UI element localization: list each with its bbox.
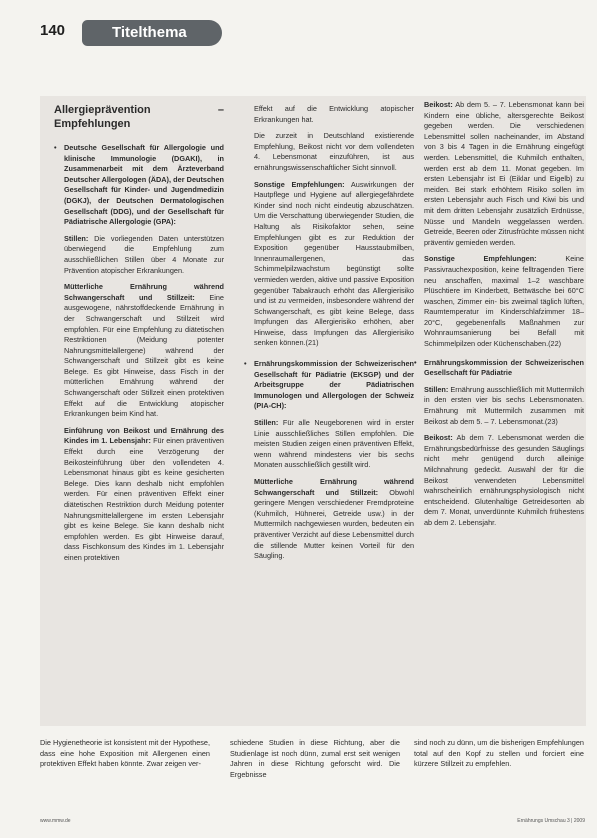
paragraph: Stillen: Die vorliegenden Daten unterstützen überwiegend die Empfehlung zum ausschließlichen Stillen über 4 Monate zur Prävention atopischer Erkrankungen. — [64, 233, 224, 275]
paragraph: Mütterliche Ernährung während Schwangerschaft und Stillzeit: Eine ausgewogene, nährstoffdeckende Ernährung in der Schwangerschaft und Stillzeit wird empfohlen. Für eine Empfehlung zu diätetischen Restriktionen (Meidung potenter Nahrungsmittelallergene) während der Schwangerschaft und Stillzeit gibt es keine Belege. Es gibt Hinweise, dass Fisch in der mütterlichen Ernährung während der Schwangerschaft oder Stillzeit einen protektiven Effekt auf die Entwicklung atopischer Erkrankungen beim Kind hat. — [64, 282, 224, 419]
org-heading: • Deutsche Gesellschaft für Allergologie und klinische Immunologie (DGAKI), in Zusammenarbeit mit dem Ärzteverband Deutscher Allergologen (ÄDA), der Deutschen Gesellschaft für Kinder- und Jugendmedizin (DGKJ), der Deutschen Dermatologischen Gesellschaft (DDG), und der Gesellschaft für Pädiatrische Allergologie (GPA): — [54, 143, 224, 227]
info-box — [40, 96, 586, 726]
paragraph: Die zurzeit in Deutschland existierende Empfehlung, Beikost nicht vor dem vollendeten 4. Lebensmonat einzuführen, ist aus ernährungswissenschaftlicher Sicht sinnvoll. — [254, 131, 414, 172]
bullet-icon: • — [414, 357, 417, 367]
body-column-2: schiedene Studien in diese Richtung, aber die Studienlage ist noch dünn, zumal erst seit wenigen Jahren in diese Richtung geforscht wird. Die Ergebnisse — [230, 738, 400, 779]
paragraph: Effekt auf die Entwicklung atopischer Erkrankungen hat. — [254, 104, 414, 124]
bullet-icon: • — [54, 143, 57, 152]
section-tab: Titelthema — [82, 20, 222, 46]
paragraph: Beikost: Ab dem 7. Lebensmonat werden die Ernährungsbedürfnisse des gesunden Säuglings nicht mehr genügend durch alleinige Milchnahrung gedeckt. Auswahl der für die Beikost verwendeten Lebensmittel wahrscheinlich ernährungsphysiologisch nicht entscheidend. Glutenhaltige Getreidesorten ab dem 7. Monat, unverdünnte Kuhmilch frühestens ab dem 2. Lebensjahr. — [424, 433, 585, 527]
page-number: 140 — [40, 22, 66, 39]
box-column-2 — [244, 104, 414, 568]
paragraph: Einführung von Beikost und Ernährung des Kindes im 1. Lebensjahr: Für einen präventiven Effekt durch eine Verzögerung der Beikosteinführung über den vollendeten 4. Lebensmonat hinaus gibt es keine gesicherten Belege. Dies kann deshalb nicht empfohlen werden. Für einen präventiven Effekt einer diätetischen Restriktion durch Meidung potenter Nahrungsmittelallergene im ersten Lebensjahr gibt es keine Belege. Sie kann deshalb nicht empfohlen werden. Es gibt Hinweise darauf, dass Fischkonsum des Kindes im 1. Lebensjahr einen protektiven — [64, 425, 224, 562]
paragraph: Mütterliche Ernährung während Schwangerschaft und Stillzeit: Obwohl geringere Mengen verschiedener Fremdproteine (Kuhmilch, Hühnerei, Getreide usw.) in der Muttermilch nachgewiesen wurden, bedeuten ein präventiver Verzicht auf diese Lebensmittel durch die stillende Mutter keinen Vorteil für den Säugling. — [254, 477, 415, 561]
box-column-3 — [414, 100, 584, 535]
paragraph: Sonstige Empfehlungen: Auswirkungen der Hautpflege und Hygiene auf allergiegefährdete Kinder sind noch nicht eindeutig abzuschätzen. Um die Verschattung überwiegender Studien, die Haltung als Risikofaktor sehen, seine Empfehlungen gibt es zur Reduktion der Exposition gegenüber Hausstaubmilben, Innenraumallergenen, das Schimmelpilzwachstum begünstigt sollte vermieden werden, aktive und passive Exposition gegenüber Tabakrauch erhöht das Allergierisiko und ist zu vermeiden, insbesondere während der Schwangerschaft, es gibt keine Belege, dass Impfungen das Allergierisiko erhöhen, aber Hinweise, dass Impfungen das Allergierisiko senken können.(21) — [254, 179, 414, 348]
paragraph: Sonstige Empfehlungen: Keine Passivrauchexposition, keine felltragenden Tiere neu anschaffen, maximal 1–2 waschbare Plüschtiere im Kinderbett, Bettwäsche bei 60°C waschen, Zimmer ein- bis zweimal täglich lüften, Raumtemperatur im Kinderschlafzimmer 18–20°C, gegebenenfalls Maßnahmen zur Wohnraumsanierung bei Befall mit Schimmelpilzen oder Küchenschaben.(22) — [424, 254, 584, 349]
box-column-1 — [54, 104, 224, 570]
footer-left: www.mmw.de — [40, 818, 71, 824]
paragraph: Stillen: Ernährung ausschließlich mit Muttermilch in den ersten vier bis sechs Lebensmonaten. Ernährung mit Muttermilch zusammen mit Beikost ab dem 5. – 7. Lebensmonat.(23) — [424, 384, 585, 426]
body-column-1: Die Hygienetheorie ist konsistent mit der Hypothese, dass eine hohe Exposition mit Allergenen einen protektiven Effekt haben könnte. Zwar zeigen ver- — [40, 738, 210, 769]
box-title: Allergieprävention – Empfehlungen — [54, 104, 224, 130]
body-column-3: sind noch zu dünn, um die bisherigen Empfehlungen total auf den Kopf zu stellen und forciert eine kürzere Stillzeit zu empfehlen. — [414, 738, 584, 769]
footer-right: Ernährungs Umschau 3 | 2009 — [517, 818, 585, 824]
paragraph: Stillen: Für alle Neugeborenen wird in erster Linie ausschließliches Stillen empfohlen. Die meisten Studien zeigen einen präventiven Effekt, wenn während mindestens vier bis sechs Monaten ausschließlich gestillt wird. — [254, 418, 414, 470]
bullet-icon: • — [244, 359, 247, 369]
paragraph: Beikost: Ab dem 5. – 7. Lebensmonat kann bei Kindern eine übliche, altersgerechte Beikost gegeben werden. Die verschiedenen Lebensmittel sollen nacheinander, im Abstand von 3 bis 4 Tagen in die Ernährung eingefügt werden. Lebensmittel, die Kuhmilch enthalten, werden erst ab dem 11. Monat gegeben. Im ersten Lebensjahr ist Ei (Eiklar und Eigelb) zu meiden. Bei stark erhöhtem Risiko sollen im ersten Lebensjahr auch Fisch und Kiwi bis und mit dem dritten Lebensjahr zusätzlich Erdnüsse, Nüsse und Mandeln weggelassen werden. Getreide, Beeren oder Zitrusfrüchte müssen nicht präventiv gemieden werden. — [424, 100, 584, 247]
org-heading: • Ernährungskommission der Schweizerischen Gesellschaft für Pädiatrie (EKSGP) und der Arbeitsgruppe der Pädiatrischen Immunologen und Allergologen der Schweiz (PIA-CH): — [244, 359, 414, 411]
org-heading: • Ernährungskommission der Schweizerischen Gesellschaft für Pädiatrie — [414, 357, 584, 378]
